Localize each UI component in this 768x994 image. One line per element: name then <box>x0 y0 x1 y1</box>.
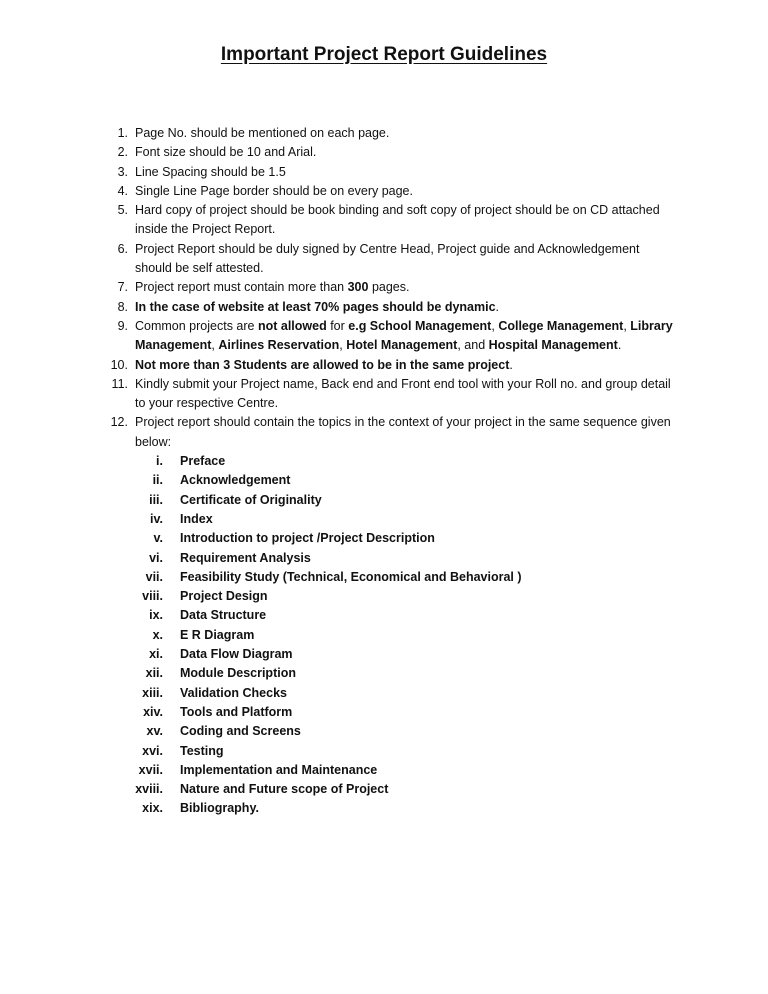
guideline-text <box>135 319 673 352</box>
topic-numeral: xi. <box>149 647 163 662</box>
guideline-text-part: . <box>509 357 513 372</box>
guideline-text <box>135 280 409 294</box>
guideline-text-part: Hard copy of project should be book binding and soft copy of project should be on CD attached inside the Project Report. <box>135 203 660 237</box>
topic-item <box>135 510 674 529</box>
guideline-text <box>135 145 316 159</box>
topic-item <box>135 626 674 645</box>
topic-numeral: v. <box>153 531 163 546</box>
topic-label: Validation Checks <box>180 685 287 700</box>
topic-item <box>135 722 674 741</box>
topic-item <box>135 799 674 818</box>
topic-item <box>135 549 674 568</box>
topic-numeral: ix. <box>149 608 163 623</box>
topic-item <box>135 703 674 722</box>
topic-label: Preface <box>180 454 226 469</box>
topic-numeral: xix. <box>142 801 163 816</box>
topic-numeral: vi. <box>149 550 163 565</box>
guideline-text <box>135 358 513 372</box>
guideline-text-part: Font size should be 10 and Arial. <box>135 145 317 160</box>
guideline-bold-text: Library Management <box>135 318 673 353</box>
guideline-number: 1. <box>117 126 128 140</box>
guideline-text <box>135 126 389 140</box>
topic-label: Module Description <box>180 666 296 681</box>
guideline-text <box>135 203 660 236</box>
topic-numeral: xvii. <box>138 762 163 777</box>
guideline-text-part: Single Line Page border should be on every page. <box>135 183 413 198</box>
guideline-text-part: Page No. should be mentioned on each page. <box>135 126 390 140</box>
guideline-bold-text: 300 <box>347 280 369 295</box>
guideline-item <box>104 278 674 297</box>
guideline-text-part: , <box>339 338 347 353</box>
topic-numeral: xv. <box>146 724 163 739</box>
guideline-text <box>135 165 286 179</box>
topic-numeral: xii. <box>145 666 163 681</box>
guideline-number: 2. <box>117 145 128 160</box>
topic-item <box>135 606 674 625</box>
guideline-number: 4. <box>117 183 128 198</box>
topic-numeral: xiii. <box>142 685 163 700</box>
topic-label: E R Diagram <box>180 627 255 642</box>
topic-item <box>135 684 674 703</box>
guideline-number: 6. <box>117 241 128 256</box>
topic-label: Implementation and Maintenance <box>180 762 378 777</box>
guideline-text <box>135 242 639 275</box>
topic-item <box>135 452 674 471</box>
topic-label: Introduction to project /Project Description <box>180 531 435 546</box>
topic-item <box>135 471 674 490</box>
guideline-text-part: pages. <box>368 280 410 295</box>
topic-label: Acknowledgement <box>180 473 291 488</box>
topic-item <box>135 645 674 664</box>
topic-numeral: ii. <box>152 473 163 488</box>
topic-item <box>135 587 674 606</box>
topic-label: Tools and Platform <box>180 704 293 719</box>
guideline-number: 5. <box>117 203 128 218</box>
topic-label: Requirement Analysis <box>180 550 311 565</box>
guideline-item <box>104 124 674 143</box>
guideline-item <box>104 143 674 162</box>
guideline-item <box>104 375 674 414</box>
guideline-item <box>104 298 674 317</box>
topic-numeral: viii. <box>142 589 163 604</box>
guideline-text <box>135 300 499 314</box>
document-title: Important Project Report Guidelines <box>220 44 548 65</box>
guideline-bold-text: not allowed <box>257 318 327 333</box>
guideline-text-part: . <box>617 338 622 353</box>
guideline-text-part: , <box>623 318 631 333</box>
topic-label: Nature and Future scope of Project <box>180 782 389 797</box>
guideline-text-part: for <box>326 318 349 333</box>
guideline-item <box>104 317 674 356</box>
topic-numeral: x. <box>152 627 163 642</box>
topic-label: Project Design <box>180 589 268 604</box>
topic-label: Testing <box>180 743 224 758</box>
guideline-item <box>104 182 674 201</box>
guideline-number: 9. <box>117 318 128 333</box>
topic-item <box>135 568 674 587</box>
guideline-text-part: Common projects are <box>135 318 258 333</box>
topic-label: Bibliography. <box>180 801 259 816</box>
guideline-text-part: , and <box>457 338 489 353</box>
guideline-item <box>104 201 674 240</box>
guideline-text <box>135 184 413 198</box>
guideline-bold-text: In the case of website at least 70% pages should be dynamic <box>135 299 496 314</box>
topic-label: Data Flow Diagram <box>180 647 293 662</box>
guideline-text-part: , <box>491 318 499 333</box>
guideline-number: 8. <box>117 299 128 314</box>
topic-numeral: iii. <box>149 492 163 507</box>
guideline-text-part: Kindly submit your Project name, Back end and Front end tool with your Roll no. and group detail to your respective Centre. <box>135 376 671 411</box>
topic-label: Data Structure <box>180 608 267 623</box>
guideline-bold-text: Hotel Management <box>346 338 458 353</box>
guideline-item <box>104 240 674 279</box>
topic-label: Index <box>180 511 213 526</box>
guideline-text-part: . <box>495 299 500 314</box>
guideline-text-part: Project Report should be duly signed by Centre Head, Project guide and Acknowledgement should be self attested. <box>135 241 640 276</box>
guideline-text-part: Project report must contain more than <box>135 280 348 295</box>
topic-label: Coding and Screens <box>180 724 301 739</box>
topic-item <box>135 491 674 510</box>
guideline-text-part: Project report should contain the topics in the context of your project in the same sequence given below: <box>135 415 671 449</box>
guideline-item <box>104 163 674 182</box>
guideline-bold-text: Hospital Management <box>488 338 618 353</box>
topic-numeral: xviii. <box>135 782 163 797</box>
guideline-number: 10. <box>110 357 128 372</box>
guidelines-list <box>104 124 674 819</box>
guideline-item <box>104 413 674 818</box>
guideline-number: 7. <box>117 280 128 295</box>
guideline-bold-text: Airlines Reservation <box>218 338 340 353</box>
topic-item <box>135 761 674 780</box>
guideline-number: 12. <box>110 415 128 430</box>
guideline-text <box>135 415 671 448</box>
topic-numeral: xvi. <box>142 743 163 758</box>
guideline-bold-text: College Management <box>498 318 624 333</box>
guideline-number: 3. <box>117 164 128 179</box>
topic-numeral: vii. <box>145 569 163 584</box>
topic-item <box>135 780 674 799</box>
guideline-item <box>104 356 674 375</box>
topic-item <box>135 664 674 683</box>
guideline-text-part: Line Spacing should be 1.5 <box>135 164 286 179</box>
guideline-bold-text: e.g School Management <box>348 318 492 333</box>
topic-item <box>135 742 674 761</box>
guideline-bold-text: Not more than 3 Students are allowed to be in the same project <box>135 357 510 372</box>
topic-numeral: iv. <box>150 511 163 526</box>
topic-item <box>135 529 674 548</box>
topic-numeral: xiv. <box>143 704 163 719</box>
guideline-text-part: , <box>211 338 219 353</box>
guideline-text <box>135 377 671 410</box>
guideline-number: 11. <box>111 376 128 391</box>
topic-label: Certificate of Originality <box>180 492 322 507</box>
topic-numeral: i. <box>156 454 163 469</box>
topic-label: Feasibility Study (Technical, Economical and Behavioral ) <box>180 569 522 584</box>
report-topics-list <box>135 452 674 819</box>
